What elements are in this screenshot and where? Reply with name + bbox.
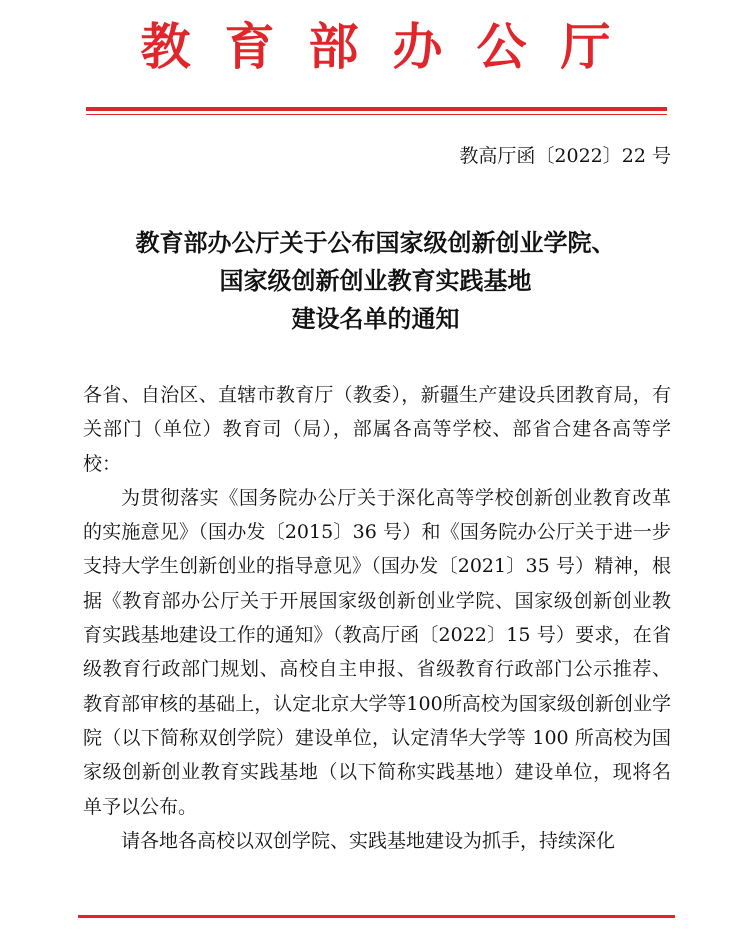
letterhead-issuer: 教育部办公厅 <box>140 17 645 76</box>
salutation: 各省、自治区、直辖市教育厅（教委），新疆生产建设兵团教育局，有关部门（单位）教育司（局），部属各高等学校、部省合建各高等学校： <box>83 384 671 475</box>
footer-red-rule <box>78 915 675 918</box>
document-number: 教高厅函〔2022〕22 号 <box>459 145 671 167</box>
body-paragraph: 为贯彻落实《国务院办公厅关于深化高等学校创新创业教育改革的实施意见》（国办发〔2015〕36 号）和《国务院办公厅关于进一步支持大学生创新创业的指导意见》（国办发〔2021〕35 号）精神，根据《教育部办公厅关于开展国家级创新创业学院、国家级创新创业教育实践基地建设工作的通知》（教高厅函〔2022〕15 号）要求，在省级教育行政部门规划、高校自主申报、省级教育行政部门公示推荐、教育部审核的基础上，认定北京大学等100所高校为国家级创新创业学院（以下简称双创学院）建设单位，认定清华大学等 100 所高校为国家级创新创业教育实践基地（以下简称实践基地）建设单位，现将名单予以公布。 <box>83 486 671 818</box>
title-line: 教育部办公厅关于公布国家级创新创业学院、 <box>135 228 616 257</box>
letterhead-red-rule <box>86 107 667 111</box>
document-title <box>40 224 711 338</box>
title-line: 国家级创新创业教育实践基地 <box>219 266 532 295</box>
document-body <box>83 378 671 858</box>
title-line: 建设名单的通知 <box>291 304 460 333</box>
letterhead-red-rule-thin <box>86 114 667 115</box>
body-paragraph: 请各地各高校以双创学院、实践基地建设为抓手，持续深化 <box>121 829 616 852</box>
